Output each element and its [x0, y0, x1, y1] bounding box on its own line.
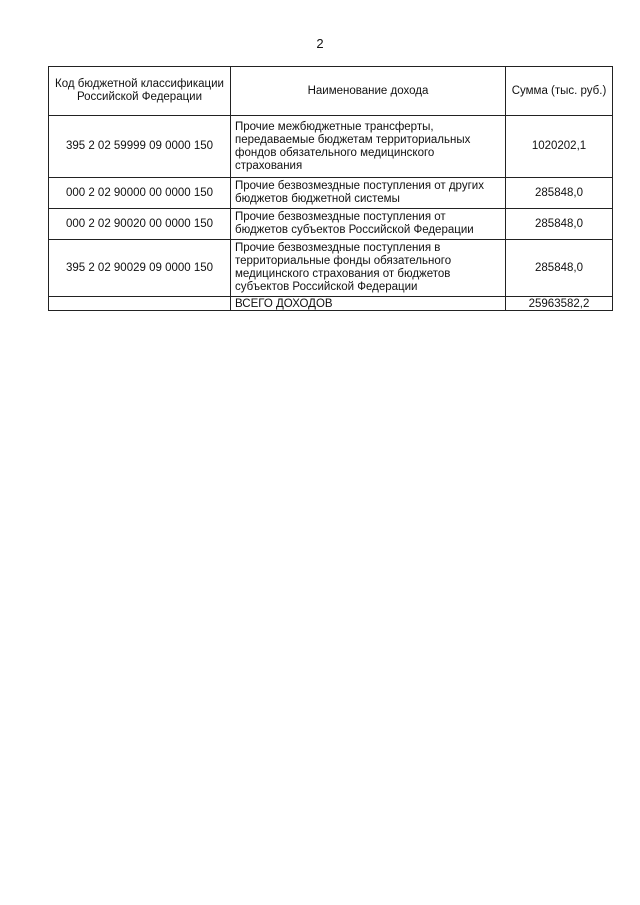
table-row [49, 240, 613, 297]
amount-cell: 1020202,1 [506, 116, 613, 178]
total-code-cell [49, 297, 231, 311]
amount-cell: 285848,0 [506, 209, 613, 240]
header-code: Код бюджетной классификации Российской Федерации [49, 67, 231, 116]
amount-cell: 285848,0 [506, 178, 613, 209]
total-row [49, 297, 613, 311]
budget-code-cell: 395 2 02 90029 09 0000 150 [49, 240, 231, 297]
amount-cell: 285848,0 [506, 240, 613, 297]
income-name-cell: Прочие безвозмездные поступления в территориальные фонды обязательного медицинского страхования от бюджетов субъектов Российской Федерации [231, 240, 506, 297]
budget-code-cell: 000 2 02 90000 00 0000 150 [49, 178, 231, 209]
table-row [49, 116, 613, 178]
table-row [49, 209, 613, 240]
income-table [48, 66, 613, 311]
income-name-cell: Прочие безвозмездные поступления от других бюджетов бюджетной системы [231, 178, 506, 209]
table-row [49, 178, 613, 209]
budget-code-cell: 395 2 02 59999 09 0000 150 [49, 116, 231, 178]
header-sum: Сумма (тыс. руб.) [506, 67, 613, 116]
income-name-cell: Прочие межбюджетные трансферты, передаваемые бюджетам территориальных фондов обязательного медицинского страхования [231, 116, 506, 178]
page-number: 2 [316, 36, 324, 51]
header-name: Наименование дохода [231, 67, 506, 116]
total-amount: 25963582,2 [506, 297, 613, 311]
table-header-row [49, 67, 613, 116]
budget-code-cell: 000 2 02 90020 00 0000 150 [49, 209, 231, 240]
income-name-cell: Прочие безвозмездные поступления от бюджетов субъектов Российской Федерации [231, 209, 506, 240]
total-label: ВСЕГО ДОХОДОВ [231, 297, 506, 311]
